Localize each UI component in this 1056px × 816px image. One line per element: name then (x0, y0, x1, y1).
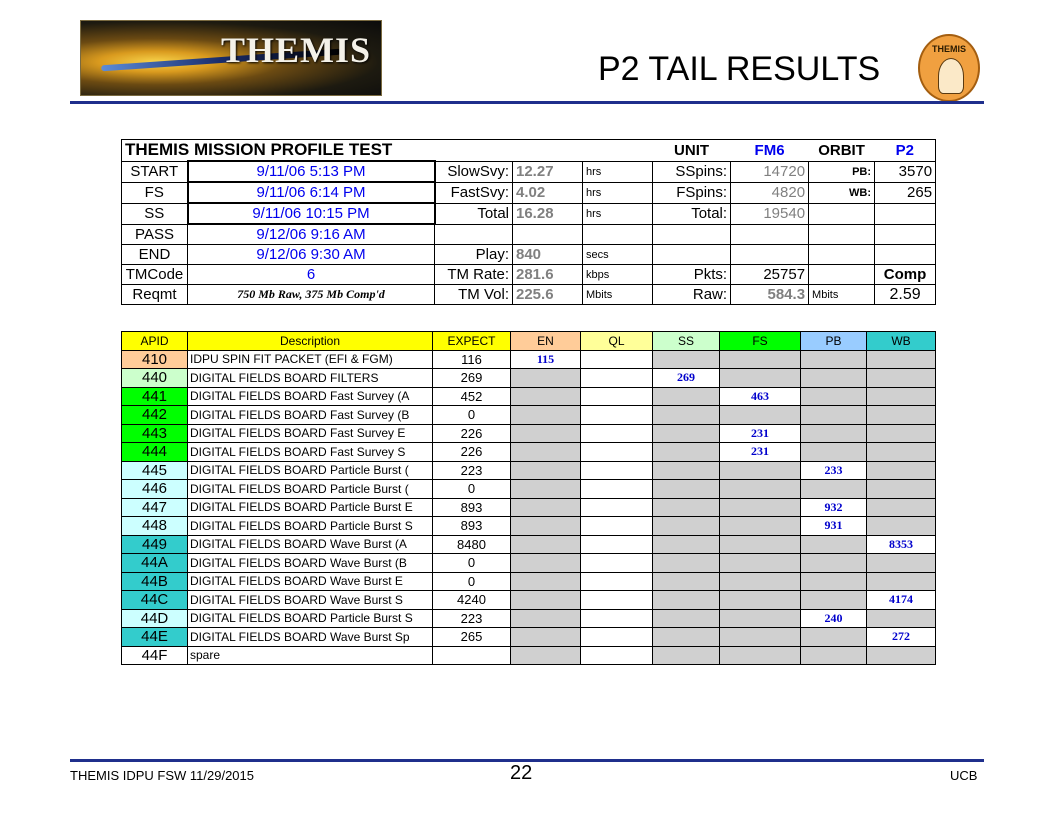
apid-cell: 444 (122, 443, 188, 462)
expect-cell: 0 (433, 406, 511, 425)
apid-cell: 443 (122, 424, 188, 443)
en-cell: 115 (511, 350, 581, 369)
ql-cell (581, 591, 653, 610)
count-value: 4820 (731, 182, 809, 203)
count-label (653, 224, 731, 245)
ss-cell (653, 461, 720, 480)
wb-cell (867, 369, 936, 388)
count-unit: Mbits (809, 285, 875, 305)
column-header: EXPECT (433, 332, 511, 351)
count-value (731, 224, 809, 245)
expect-cell: 269 (433, 369, 511, 388)
metric-label: FastSvy: (435, 182, 513, 203)
wb-cell: 4174 (867, 591, 936, 610)
expect-cell: 4240 (433, 591, 511, 610)
profile-title-row (122, 140, 936, 162)
ss-cell (653, 424, 720, 443)
extra-value: Comp (875, 265, 936, 285)
expect-cell: 0 (433, 554, 511, 573)
ss-cell (653, 554, 720, 573)
profile-row-value: 750 Mb Raw, 375 Mb Comp'd (188, 285, 435, 305)
extra-label (809, 203, 875, 224)
count-value: 19540 (731, 203, 809, 224)
profile-row-value: 9/12/06 9:16 AM (188, 224, 435, 245)
en-cell (511, 609, 581, 628)
metric-value (513, 224, 583, 245)
metric-label: Play: (435, 245, 513, 265)
table-row (122, 535, 936, 554)
expect-cell: 0 (433, 572, 511, 591)
extra-label: PB: (809, 161, 875, 182)
profile-row (122, 203, 936, 224)
seal-text: THEMIS (931, 44, 966, 54)
pb-cell: 233 (801, 461, 867, 480)
metric-label: Total (435, 203, 513, 224)
metric-value: 16.28 (513, 203, 583, 224)
expect-cell: 116 (433, 350, 511, 369)
apid-header-row (122, 332, 936, 351)
orbit-value: P2 (875, 140, 936, 162)
ss-cell (653, 480, 720, 499)
apid-cell: 44E (122, 628, 188, 647)
description-cell: DIGITAL FIELDS BOARD Fast Survey E (188, 424, 433, 443)
ql-cell (581, 628, 653, 647)
footer-left: THEMIS IDPU FSW 11/29/2015 (70, 768, 254, 783)
profile-row-value: 9/11/06 6:14 PM (188, 182, 435, 203)
ss-cell (653, 572, 720, 591)
fs-cell (720, 480, 801, 499)
fs-cell (720, 609, 801, 628)
en-cell (511, 554, 581, 573)
table-row (122, 609, 936, 628)
description-cell: DIGITAL FIELDS BOARD Wave Burst (B (188, 554, 433, 573)
fs-cell (720, 517, 801, 536)
wb-cell (867, 350, 936, 369)
en-cell (511, 535, 581, 554)
wb-cell: 8353 (867, 535, 936, 554)
table-row (122, 572, 936, 591)
wb-cell (867, 387, 936, 406)
metric-unit: kbps (583, 265, 653, 285)
metric-value: 840 (513, 245, 583, 265)
metric-unit: hrs (583, 182, 653, 203)
profile-row-label: PASS (122, 224, 188, 245)
metric-value: 225.6 (513, 285, 583, 305)
description-cell: DIGITAL FIELDS BOARD Particle Burst S (188, 609, 433, 628)
fs-cell (720, 406, 801, 425)
ql-cell (581, 443, 653, 462)
ss-cell (653, 609, 720, 628)
column-header: SS (653, 332, 720, 351)
apid-cell: 410 (122, 350, 188, 369)
ss-cell (653, 517, 720, 536)
ql-cell (581, 461, 653, 480)
table-row (122, 591, 936, 610)
logo-text: THEMIS (221, 30, 372, 70)
unit-value: FM6 (731, 140, 809, 162)
extra-value: 3570 (875, 161, 936, 182)
extra-value (875, 224, 936, 245)
pb-cell (801, 646, 867, 665)
pb-cell (801, 628, 867, 647)
pb-cell (801, 350, 867, 369)
metric-label: SlowSvy: (435, 161, 513, 182)
expect-cell: 893 (433, 517, 511, 536)
metric-unit: hrs (583, 203, 653, 224)
en-cell (511, 628, 581, 647)
ql-cell (581, 480, 653, 499)
apid-cell: 441 (122, 387, 188, 406)
expect-cell: 452 (433, 387, 511, 406)
wb-cell (867, 646, 936, 665)
profile-row (122, 285, 936, 305)
description-cell: DIGITAL FIELDS BOARD Particle Burst S (188, 517, 433, 536)
count-label: Total: (653, 203, 731, 224)
expect-cell: 8480 (433, 535, 511, 554)
expect-cell: 0 (433, 480, 511, 499)
metric-unit: Mbits (583, 285, 653, 305)
expect-cell: 223 (433, 461, 511, 480)
wb-cell (867, 480, 936, 499)
page-title: P2 TAIL RESULTS (598, 50, 881, 88)
ss-cell (653, 350, 720, 369)
ql-cell (581, 609, 653, 628)
pb-cell: 932 (801, 498, 867, 517)
profile-row (122, 224, 936, 245)
metric-label: TM Vol: (435, 285, 513, 305)
apid-cell: 442 (122, 406, 188, 425)
en-cell (511, 498, 581, 517)
description-cell: DIGITAL FIELDS BOARD FILTERS (188, 369, 433, 388)
extra-label: WB: (809, 182, 875, 203)
fs-cell (720, 369, 801, 388)
table-row (122, 424, 936, 443)
profile-row-label: TMCode (122, 265, 188, 285)
count-value: 25757 (731, 265, 809, 285)
table-row (122, 350, 936, 369)
extra-label (809, 265, 875, 285)
ql-cell (581, 369, 653, 388)
description-cell: DIGITAL FIELDS BOARD Particle Burst ( (188, 480, 433, 499)
header-rule (70, 101, 984, 104)
en-cell (511, 406, 581, 425)
ql-cell (581, 406, 653, 425)
ql-cell (581, 498, 653, 517)
apid-table (121, 331, 936, 665)
ss-cell (653, 406, 720, 425)
metric-unit: hrs (583, 161, 653, 182)
apid-cell: 445 (122, 461, 188, 480)
pb-cell (801, 387, 867, 406)
ss-cell (653, 387, 720, 406)
profile-row-label: START (122, 161, 188, 182)
pb-cell (801, 424, 867, 443)
table-row (122, 646, 936, 665)
ql-cell (581, 572, 653, 591)
expect-cell: 226 (433, 443, 511, 462)
column-header: EN (511, 332, 581, 351)
apid-cell: 44D (122, 609, 188, 628)
ss-cell: 269 (653, 369, 720, 388)
pb-cell (801, 535, 867, 554)
metric-value: 4.02 (513, 182, 583, 203)
profile-row (122, 265, 936, 285)
en-cell (511, 572, 581, 591)
count-value (731, 245, 809, 265)
description-cell: DIGITAL FIELDS BOARD Wave Burst E (188, 572, 433, 591)
profile-row-label: Reqmt (122, 285, 188, 305)
wb-cell (867, 406, 936, 425)
count-label: FSpins: (653, 182, 731, 203)
ql-cell (581, 535, 653, 554)
ss-cell (653, 628, 720, 647)
table-row (122, 517, 936, 536)
column-header: PB (801, 332, 867, 351)
apid-cell: 449 (122, 535, 188, 554)
fs-cell: 231 (720, 424, 801, 443)
seal-figure (938, 58, 964, 94)
ss-cell (653, 646, 720, 665)
column-header: APID (122, 332, 188, 351)
description-cell: DIGITAL FIELDS BOARD Particle Burst ( (188, 461, 433, 480)
profile-row (122, 182, 936, 203)
apid-cell: 440 (122, 369, 188, 388)
metric-label: TM Rate: (435, 265, 513, 285)
table-row (122, 387, 936, 406)
fs-cell: 231 (720, 443, 801, 462)
profile-row-value: 9/12/06 9:30 AM (188, 245, 435, 265)
extra-value (875, 203, 936, 224)
description-cell: DIGITAL FIELDS BOARD Particle Burst E (188, 498, 433, 517)
unit-label: UNIT (653, 140, 731, 162)
ql-cell (581, 387, 653, 406)
en-cell (511, 387, 581, 406)
wb-cell (867, 572, 936, 591)
fs-cell (720, 498, 801, 517)
page-number: 22 (510, 762, 533, 784)
wb-cell (867, 461, 936, 480)
pb-cell (801, 480, 867, 499)
column-header: QL (581, 332, 653, 351)
apid-cell: 44A (122, 554, 188, 573)
pb-cell: 931 (801, 517, 867, 536)
profile-row-value: 9/11/06 5:13 PM (188, 161, 435, 182)
wb-cell (867, 554, 936, 573)
wb-cell (867, 424, 936, 443)
column-header: WB (867, 332, 936, 351)
column-header: Description (188, 332, 433, 351)
profile-row (122, 161, 936, 182)
wb-cell (867, 609, 936, 628)
expect-cell: 265 (433, 628, 511, 647)
count-label: Raw: (653, 285, 731, 305)
expect-cell: 223 (433, 609, 511, 628)
fs-cell (720, 535, 801, 554)
profile-row-value: 9/11/06 10:15 PM (188, 203, 435, 224)
apid-cell: 448 (122, 517, 188, 536)
fs-cell (720, 628, 801, 647)
pb-cell (801, 406, 867, 425)
expect-cell (433, 646, 511, 665)
pb-cell (801, 554, 867, 573)
description-cell: DIGITAL FIELDS BOARD Fast Survey (A (188, 387, 433, 406)
metric-label (435, 224, 513, 245)
profile-row-value: 6 (188, 265, 435, 285)
table-row (122, 369, 936, 388)
pb-cell (801, 591, 867, 610)
extra-value: 265 (875, 182, 936, 203)
fs-cell (720, 461, 801, 480)
description-cell: DIGITAL FIELDS BOARD Fast Survey S (188, 443, 433, 462)
apid-cell: 44F (122, 646, 188, 665)
description-cell: spare (188, 646, 433, 665)
en-cell (511, 424, 581, 443)
pb-cell (801, 572, 867, 591)
ss-cell (653, 443, 720, 462)
ql-cell (581, 554, 653, 573)
mission-profile-table (121, 139, 936, 305)
apid-cell: 447 (122, 498, 188, 517)
profile-title: THEMIS MISSION PROFILE TEST (122, 140, 653, 162)
metric-value: 12.27 (513, 161, 583, 182)
count-value: 14720 (731, 161, 809, 182)
count-label (653, 245, 731, 265)
ql-cell (581, 517, 653, 536)
footer-right: UCB (950, 768, 978, 783)
extra-value (875, 245, 936, 265)
fs-cell (720, 572, 801, 591)
table-row (122, 443, 936, 462)
apid-cell: 44B (122, 572, 188, 591)
column-header: FS (720, 332, 801, 351)
profile-row-label: FS (122, 182, 188, 203)
profile-row (122, 245, 936, 265)
themis-seal-icon (918, 34, 980, 102)
ql-cell (581, 350, 653, 369)
fs-cell (720, 646, 801, 665)
fs-cell: 463 (720, 387, 801, 406)
apid-cell: 446 (122, 480, 188, 499)
metric-value: 281.6 (513, 265, 583, 285)
table-row (122, 406, 936, 425)
en-cell (511, 443, 581, 462)
table-row (122, 498, 936, 517)
ql-cell (581, 646, 653, 665)
en-cell (511, 591, 581, 610)
profile-row-label: END (122, 245, 188, 265)
ss-cell (653, 591, 720, 610)
pb-cell (801, 443, 867, 462)
table-row (122, 554, 936, 573)
extra-label (809, 245, 875, 265)
description-cell: DIGITAL FIELDS BOARD Wave Burst S (188, 591, 433, 610)
description-cell: DIGITAL FIELDS BOARD Wave Burst Sp (188, 628, 433, 647)
wb-cell (867, 517, 936, 536)
expect-cell: 893 (433, 498, 511, 517)
fs-cell (720, 554, 801, 573)
ql-cell (581, 424, 653, 443)
description-cell: DIGITAL FIELDS BOARD Fast Survey (B (188, 406, 433, 425)
extra-value: 2.59 (875, 285, 936, 305)
wb-cell: 272 (867, 628, 936, 647)
count-label: Pkts: (653, 265, 731, 285)
table-row (122, 628, 936, 647)
pb-cell (801, 369, 867, 388)
ss-cell (653, 498, 720, 517)
themis-logo (80, 20, 382, 96)
count-value: 584.3 (731, 285, 809, 305)
en-cell (511, 646, 581, 665)
ss-cell (653, 535, 720, 554)
en-cell (511, 369, 581, 388)
extra-label (809, 224, 875, 245)
fs-cell (720, 350, 801, 369)
en-cell (511, 480, 581, 499)
metric-unit (583, 224, 653, 245)
table-row (122, 461, 936, 480)
apid-cell: 44C (122, 591, 188, 610)
orbit-label: ORBIT (809, 140, 875, 162)
wb-cell (867, 498, 936, 517)
table-row (122, 480, 936, 499)
description-cell: IDPU SPIN FIT PACKET (EFI & FGM) (188, 350, 433, 369)
expect-cell: 226 (433, 424, 511, 443)
wb-cell (867, 443, 936, 462)
en-cell (511, 461, 581, 480)
count-label: SSpins: (653, 161, 731, 182)
pb-cell: 240 (801, 609, 867, 628)
fs-cell (720, 591, 801, 610)
description-cell: DIGITAL FIELDS BOARD Wave Burst (A (188, 535, 433, 554)
en-cell (511, 517, 581, 536)
metric-unit: secs (583, 245, 653, 265)
profile-row-label: SS (122, 203, 188, 224)
